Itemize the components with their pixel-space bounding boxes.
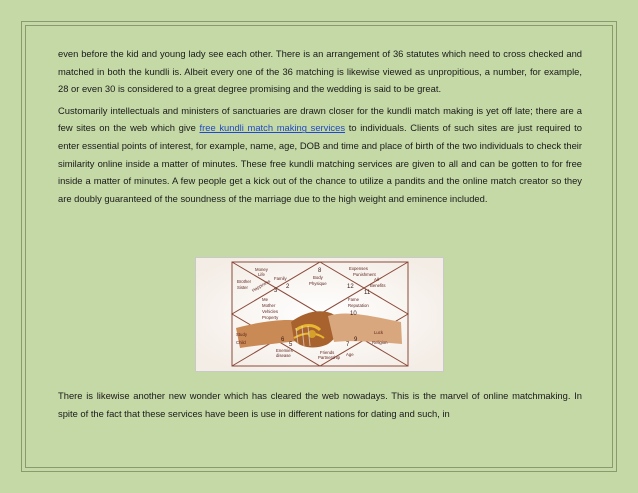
- paragraph-1: even before the kid and young lady see each other. There is an arrangement of 36 statutes which need to cross checked and matched in both the kundli is. Albeit every one of the 36 matching is likewise viewed as unpropitious, a number, for example, 28 or even 30 is considered to a great degree promising and the wedding is said to be great.: [58, 48, 582, 95]
- document-body-continued: [58, 387, 582, 422]
- label-study: Study: [236, 332, 247, 337]
- kundli-chart-image: [195, 257, 444, 372]
- label-property: Property: [262, 315, 279, 320]
- house-number-9: 9: [354, 337, 358, 343]
- label-religion: Religion: [372, 340, 388, 345]
- house-number-12: 12: [347, 284, 354, 290]
- label-mother: Mother: [262, 303, 276, 308]
- label-punishment: Punishment: [353, 272, 376, 277]
- paragraph-2-text-b: to individuals. Clients of such sites are just required to enter essential points of interest, for example, name, age, DOB and time and place of birth of the two individuals to check their similarity online inside a matter of minutes. These free kundli matching services are given to all and can be gotten to for free inside a matter of minutes. A few people get a kick out of the chance to utilize a pandits and the online match creator so they are doubly guaranteed of the soundness of the marriage due to the high weight and eminence included.: [58, 122, 582, 204]
- house-number-7: 7: [346, 342, 350, 348]
- label-body: Body: [313, 275, 323, 280]
- label-fame: Fame: [348, 297, 359, 302]
- document-body: [58, 45, 582, 207]
- label-life: Life: [258, 272, 265, 277]
- label-child: Child: [236, 340, 246, 345]
- label-happiness: Happiness: [251, 278, 272, 293]
- label-luck: Luck: [374, 330, 384, 335]
- house-number-11: 11: [364, 290, 371, 296]
- label-partnership: Partnership: [318, 355, 340, 360]
- label-disease: disease: [276, 353, 291, 358]
- label-expenses: Expenses: [349, 266, 368, 271]
- house-number-3: 3: [274, 288, 278, 294]
- house-number-2: 2: [286, 284, 290, 290]
- label-money: Money: [255, 267, 268, 272]
- paragraph-3: There is likewise another new wonder which has cleared the web nowadays. This is the marvel of online matchmaking. In spite of the fact that these services have been is use in different nations for dating and such, in: [58, 390, 582, 419]
- house-number-10: 10: [350, 311, 357, 317]
- house-number-8: 8: [318, 268, 322, 274]
- label-physique: Physique: [309, 281, 327, 286]
- paragraph-2-text-a: Customarily intellectuals and ministers of sanctuaries are drawn closer for the kundli match making is yet off late; there are a few sites on the web which give: [58, 104, 582, 134]
- kundli-matching-link[interactable]: free kundli match making services: [199, 122, 346, 134]
- label-benefits: Benefits: [370, 283, 386, 288]
- label-me: Me: [262, 297, 268, 302]
- label-sister: Sister: [237, 285, 248, 290]
- label-brother: Brother: [237, 279, 252, 284]
- label-friends: Friends: [320, 350, 335, 355]
- label-reputation: Reputation: [348, 303, 369, 308]
- house-number-6: 6: [281, 337, 285, 343]
- label-vehicles: Vehicles: [262, 309, 279, 314]
- house-number-5: 5: [289, 342, 293, 348]
- label-all: All: [374, 277, 379, 282]
- label-age: Age: [346, 352, 354, 357]
- label-family: Family: [274, 276, 287, 281]
- paragraph-2: [58, 102, 582, 208]
- label-enemies: Enemies: [276, 348, 293, 353]
